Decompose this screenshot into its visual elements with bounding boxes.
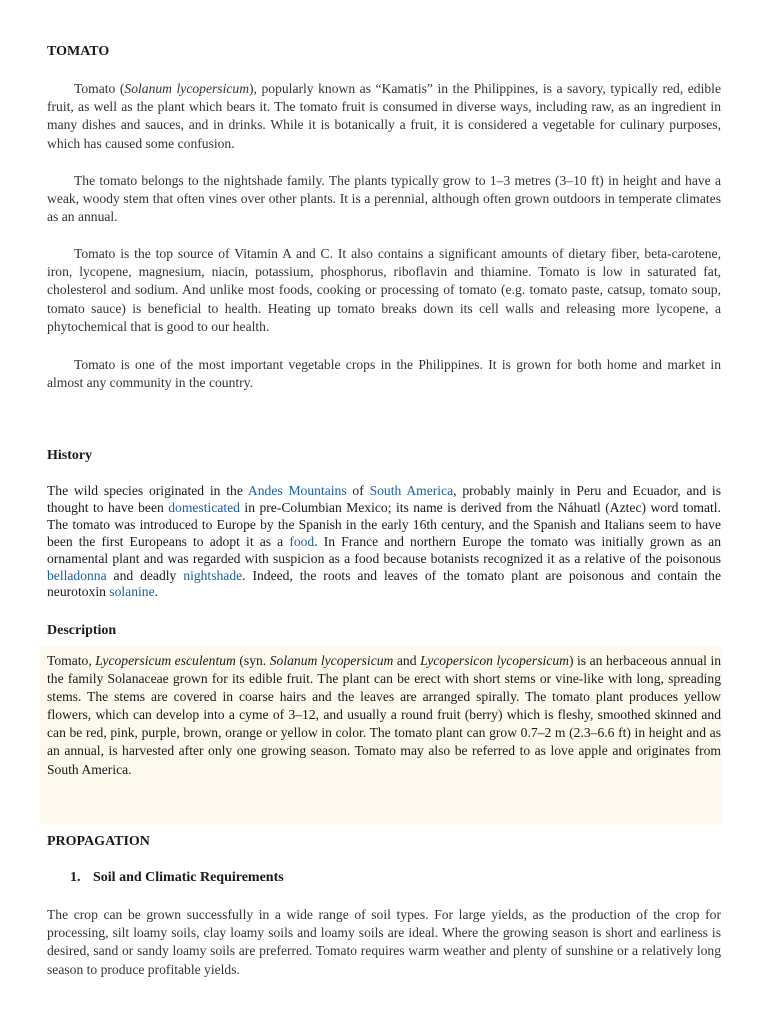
history-paragraph <box>47 483 721 601</box>
text-run: The wild species originated in the <box>47 483 248 498</box>
scientific-name: Lycopersicum esculentum <box>95 653 236 668</box>
link-andes-mountains[interactable]: Andes Mountains <box>247 483 347 498</box>
text-run: . In France and northern Europe the tomato was initially grown as an ornamental plant and was regarded with suspicion as a food because botanists recognized it as a relative of the poisonous <box>47 533 721 566</box>
list-item-title: Soil and Climatic Requirements <box>93 870 284 885</box>
link-domesticated[interactable]: domesticated <box>168 499 240 515</box>
text-run: in pre-Columbian Mexico; its name is derived from the Náhuatl (Aztec) word tomatl. The tomato was introduced to Europe by the Spanish in the early 16th century, and the Spanish and Italians seem to have been the first Europeans to adopt it as a <box>47 499 721 549</box>
text-run: of <box>346 483 370 498</box>
intro-paragraph-4: Tomato is one of the most important vegetable crops in the Philippines. It is grown for both home and market in almost any community in the country. <box>47 357 721 391</box>
text-run: Tomato, <box>47 653 96 668</box>
description-heading: Description <box>47 623 117 638</box>
list-number: 1. <box>70 870 81 885</box>
link-south-america[interactable]: South America <box>369 483 454 498</box>
propagation-item-1-heading <box>70 870 284 886</box>
link-belladonna[interactable]: belladonna <box>47 567 107 583</box>
intro-paragraph-2: The tomato belongs to the nightshade family. The plants typically grow to 1–3 metres (3–10 ft) in height and have a weak, woody stem that often vines over other plants. It is a perennial, although often grown outdoors in temperate climates as an annual. <box>47 173 721 225</box>
text-run: (syn. <box>235 653 270 668</box>
text-run: and <box>393 653 421 668</box>
propagation-heading: PROPAGATION <box>47 834 150 849</box>
intro-paragraph-1 <box>47 80 721 153</box>
description-paragraph <box>47 652 721 779</box>
link-food[interactable]: food <box>289 533 315 549</box>
text-run: ) is an herbaceous annual in the family Solanaceae grown for its edible fruit. The plant can be erect with short stems or vine-like with long, spreading stems. The stems are covered in coarse hairs and the leaves are arranged spirally. The tomato plant produces yellow flowers, which can develop into a cyme of 3–12, and usually a round fruit (berry) which is fleshy, smoothed skinned and can be red, pink, purple, brown, orange or yellow in color. The tomato plant can grow 0.7–2 m (2.3–6.6 ft) in height and as an annual, is harvested after only one growing season. Tomato may also be referred to as love apple and originates from South America. <box>47 653 722 777</box>
link-nightshade[interactable]: nightshade <box>183 567 243 583</box>
scientific-name: Solanum lycopersicum <box>124 81 250 96</box>
history-heading: History <box>47 448 93 463</box>
scientific-name: Solanum lycopersicum <box>269 653 394 668</box>
text-run: , probably mainly in Peru and Ecuador, and is thought to have been <box>47 483 721 515</box>
intro-paragraph-3: Tomato is the top source of Vitamin A and C. It also contains a significant amounts of dietary fiber, beta-carotene, iron, lycopene, magnesium, niacin, potassium, phosphorus, riboflavin and thiamine. Tomato is low in saturated fat, cholesterol and sodium. And unlike most foods, cooking or processing of tomato (e.g. tomato paste, catsup, tomato soup, tomato sauce) is beneficial to health. Heating up tomato breaks down its cell walls and releasing more lycopene, a phytochemical that is good to our health. <box>47 246 721 334</box>
link-solanine[interactable]: solanine <box>109 584 155 600</box>
text-run: . Indeed, the roots and leaves of the tomato plant are poisonous and contain the neurotoxin <box>47 567 722 600</box>
text-run: and deadly <box>106 567 184 583</box>
text-run: ), popularly known as “Kamatis” in the Philippines, is a savory, typically red, edible fruit, as well as the plant which bears it. The tomato fruit is consumed in diverse ways, including raw, as an ingredient in many dishes and sauces, and in drinks. While it is botanically a fruit, it is considered a vegetable for culinary purposes, which has caused some confusion. <box>47 81 721 151</box>
text-run: . <box>154 584 159 600</box>
text-run: Tomato ( <box>74 81 125 96</box>
soil-paragraph: The crop can be grown successfully in a wide range of soil types. For large yields, as the production of the crop for processing, silt loamy soils, clay loamy soils and loamy soils are ideal. Where the growing season is short and earliness is desired, sand or sandy loamy soils are preferred. Tomato requires warm weather and plenty of sunshine or a relatively long season to produce profitable yields. <box>47 907 721 977</box>
scientific-name: Lycopersicon lycopersicum <box>420 653 569 668</box>
page-title: TOMATO <box>47 44 110 59</box>
